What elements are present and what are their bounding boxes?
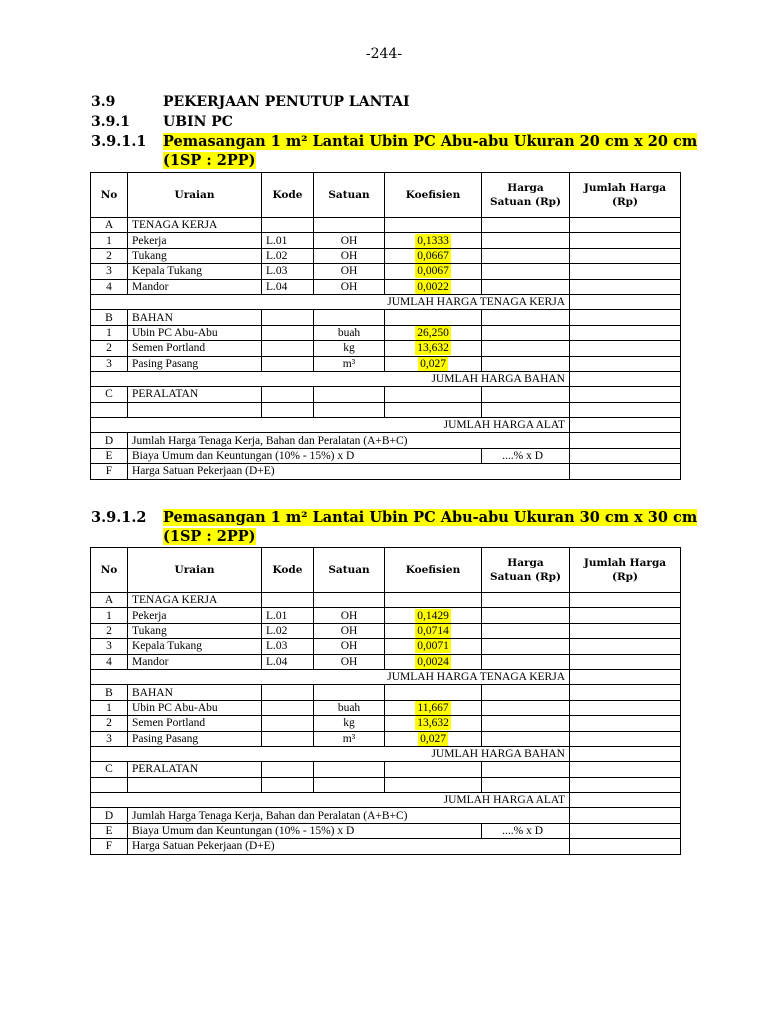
subtotal-row	[91, 746, 681, 761]
subtotal-label: JUMLAH HARGA ALAT	[91, 418, 570, 433]
koefisien-value: 0,0067	[417, 265, 449, 278]
koefisien-value: 13,632	[417, 717, 449, 730]
subsection-number: 3.9.1	[91, 114, 130, 130]
koefisien-value: 11,667	[417, 701, 449, 714]
section-number: 3.9	[91, 94, 116, 110]
col-jumlah-harga: Jumlah Harga (Rp)	[570, 548, 681, 593]
summary-row: F Harga Satuan Pekerjaan (D+E)	[91, 464, 681, 479]
subsection-title: UBIN PC	[163, 114, 233, 130]
table-row: 2 Semen Portland kg 13,632	[91, 341, 681, 356]
item-number: 3.9.1.1	[91, 133, 147, 150]
subtotal-row	[91, 793, 681, 808]
item-title-line2: (1SP : 2PP)	[163, 152, 256, 169]
page-number: -244-	[365, 46, 403, 62]
col-kode: Kode	[262, 173, 314, 218]
col-no: No	[91, 173, 128, 218]
subtotal-label: JUMLAH HARGA TENAGA KERJA	[91, 669, 570, 684]
col-jumlah-harga: Jumlah Harga (Rp)	[570, 173, 681, 218]
item-number: 3.9.1.2	[91, 509, 147, 526]
col-harga-satuan: Harga Satuan (Rp)	[482, 173, 570, 218]
table-row: 4 Mandor L.04 OH 0,0022	[91, 279, 681, 294]
subtotal-row	[91, 418, 681, 433]
col-no: No	[91, 548, 128, 593]
col-uraian: Uraian	[128, 548, 262, 593]
table-row: 3 Kepala Tukang L.03 OH 0,0067	[91, 264, 681, 279]
col-kode: Kode	[262, 548, 314, 593]
subtotal-row	[91, 294, 681, 309]
table-row: 3 Kepala Tukang L.03 OH 0,0071	[91, 639, 681, 654]
summary-row: D Jumlah Harga Tenaga Kerja, Bahan dan Peralatan (A+B+C)	[91, 808, 681, 823]
table-row	[91, 777, 681, 792]
item-title-line1: Pemasangan 1 m² Lantai Ubin PC Abu-abu Ukuran 30 cm x 30 cm	[163, 509, 698, 526]
section-title: PEKERJAAN PENUTUP LANTAI	[163, 94, 410, 110]
col-satuan: Satuan	[314, 173, 385, 218]
analysis-table	[90, 172, 681, 480]
subtotal-label: JUMLAH HARGA BAHAN	[91, 746, 570, 761]
koefisien-value: 0,0667	[417, 249, 449, 262]
group-row: B BAHAN	[91, 685, 681, 700]
table-row: 3 Pasing Pasang m³ 0,027	[91, 731, 681, 746]
summary-row: F Harga Satuan Pekerjaan (D+E)	[91, 839, 681, 854]
koefisien-value: 0,0714	[417, 624, 449, 637]
col-harga-satuan: Harga Satuan (Rp)	[482, 548, 570, 593]
table-row: 1 Pekerja L.01 OH 0,1333	[91, 233, 681, 248]
group-row: C PERALATAN	[91, 762, 681, 777]
table-row: 2 Semen Portland kg 13,632	[91, 716, 681, 731]
table-row: 4 Mandor L.04 OH 0,0024	[91, 654, 681, 669]
koefisien-value: 0,1333	[417, 234, 449, 247]
table-row: 1 Ubin PC Abu-Abu buah 26,250	[91, 325, 681, 340]
koefisien-value: 0,027	[420, 357, 446, 370]
group-row	[91, 218, 681, 233]
subtotal-label: JUMLAH HARGA ALAT	[91, 793, 570, 808]
koefisien-value: 0,1429	[417, 609, 449, 622]
analysis-table	[90, 547, 681, 855]
table-row: 3 Pasing Pasang m³ 0,027	[91, 356, 681, 371]
table-header-row	[91, 548, 681, 593]
koefisien-value: 26,250	[417, 326, 449, 339]
summary-row: D Jumlah Harga Tenaga Kerja, Bahan dan Peralatan (A+B+C)	[91, 433, 681, 448]
summary-row: E Biaya Umum dan Keuntungan (10% - 15%) x D ....% x D	[91, 448, 681, 463]
table-row: 2 Tukang L.02 OH 0,0667	[91, 248, 681, 263]
table-row: 2 Tukang L.02 OH 0,0714	[91, 623, 681, 638]
table-row	[91, 402, 681, 417]
table-row: 1 Pekerja L.01 OH 0,1429	[91, 608, 681, 623]
subtotal-label: JUMLAH HARGA TENAGA KERJA	[91, 294, 570, 309]
group-label: TENAGA KERJA	[128, 218, 262, 233]
col-uraian: Uraian	[128, 173, 262, 218]
col-koefisien: Koefisien	[385, 548, 482, 593]
section-heading	[91, 94, 410, 110]
group-letter: A	[91, 218, 128, 233]
koefisien-value: 13,632	[417, 342, 449, 355]
item-title-line2: (1SP : 2PP)	[163, 528, 256, 545]
koefisien-value: 0,027	[420, 732, 446, 745]
group-row: A TENAGA KERJA	[91, 593, 681, 608]
col-satuan: Satuan	[314, 548, 385, 593]
koefisien-value: 0,0024	[417, 655, 449, 668]
koefisien-value: 0,0071	[417, 640, 449, 653]
col-koefisien: Koefisien	[385, 173, 482, 218]
group-row: B BAHAN	[91, 310, 681, 325]
koefisien-value: 0,0022	[417, 280, 449, 293]
subtotal-row	[91, 669, 681, 684]
subtotal-label: JUMLAH HARGA BAHAN	[91, 371, 570, 386]
item-title-line1: Pemasangan 1 m² Lantai Ubin PC Abu-abu Ukuran 20 cm x 20 cm	[163, 133, 698, 150]
summary-row: E Biaya Umum dan Keuntungan (10% - 15%) x D ....% x D	[91, 823, 681, 838]
group-row: C PERALATAN	[91, 387, 681, 402]
subtotal-row	[91, 371, 681, 386]
table-header-row	[91, 173, 681, 218]
subsection-heading	[91, 114, 233, 130]
table-row: 1 Ubin PC Abu-Abu buah 11,667	[91, 700, 681, 715]
